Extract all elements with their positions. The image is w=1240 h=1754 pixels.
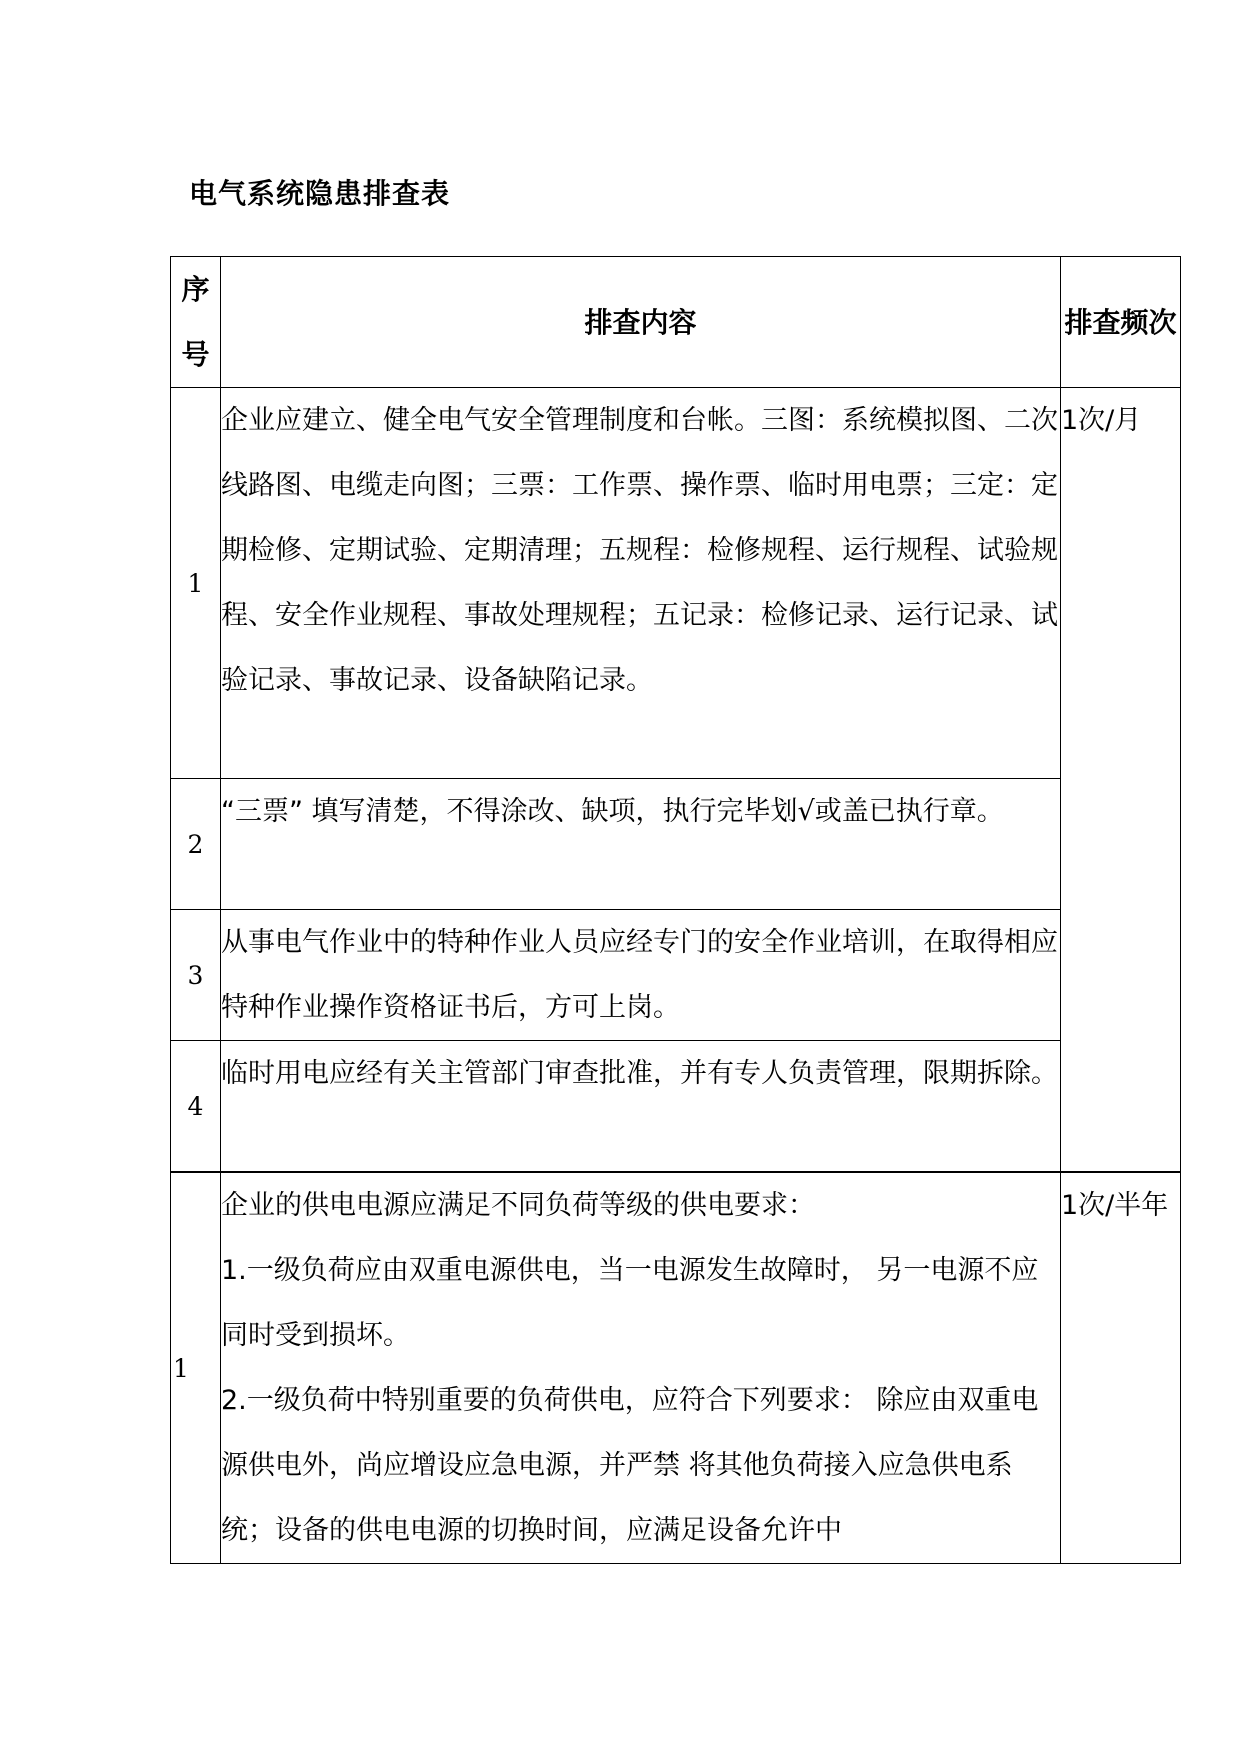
row-content: 临时用电应经有关主管部门审查批准，并有专人负责管理，限期拆除。 — [221, 1041, 1061, 1173]
table-row — [171, 388, 1181, 779]
row-seq: 3 — [171, 910, 221, 1041]
row-content: 企业应建立、健全电气安全管理制度和台帐。三图：系统模拟图、二次线路图、电缆走向图；三票：工作票、操作票、临时用电票；三定：定期检修、定期试验、定期清理；五规程：检修规程、运行规程、试验规程、安全作业规程、事故处理规程；五记录：检修记录、运行记录、试验记录、事故记录、设备缺陷记录。 — [221, 388, 1061, 779]
header-seq: 序号 — [171, 257, 221, 388]
content-paragraph: 1.一级负荷应由双重电源供电，当一电源发生故障时， 另一电源不应同时受到损坏。 — [221, 1255, 1039, 1351]
table-row — [171, 910, 1181, 1041]
row-seq: 4 — [171, 1041, 221, 1173]
row-content — [221, 1172, 1061, 1564]
row-frequency: 1次/月 — [1061, 388, 1181, 1173]
header-frequency: 排查频次 — [1061, 257, 1181, 388]
header-content: 排查内容 — [221, 257, 1061, 388]
row-seq: 1 — [171, 1172, 221, 1564]
inspection-table — [170, 256, 1181, 1564]
table-row — [171, 1172, 1181, 1564]
row-seq: 2 — [171, 779, 221, 910]
page-title: 电气系统隐患排查表 — [189, 177, 451, 210]
table-header-row — [171, 257, 1181, 388]
row-frequency: 1次/半年 — [1061, 1172, 1181, 1564]
content-paragraph: 企业的供电电源应满足不同负荷等级的供电要求： — [221, 1190, 815, 1221]
row-content: “三票” 填写清楚，不得涂改、缺项，执行完毕划√或盖已执行章。 — [221, 779, 1061, 910]
row-content: 从事电气作业中的特种作业人员应经专门的安全作业培训，在取得相应特种作业操作资格证书后，方可上岗。 — [221, 910, 1061, 1041]
table-row — [171, 1041, 1181, 1173]
table-row — [171, 779, 1181, 910]
row-seq: 1 — [171, 388, 221, 779]
content-paragraph: 2.一级负荷中特别重要的负荷供电，应符合下列要求： 除应由双重电源供电外，尚应增设应急电源，并严禁 将其他负荷接入应急供电系统；设备的供电电源的切换时间，应满足设备允许中 — [221, 1385, 1039, 1546]
